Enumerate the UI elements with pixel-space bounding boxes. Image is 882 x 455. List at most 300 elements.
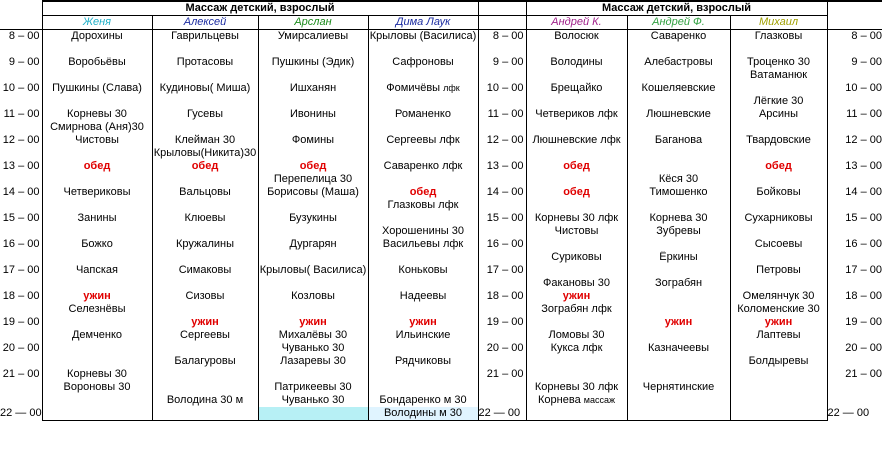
massage-tag: массаж <box>583 395 615 405</box>
appointment-cell[interactable]: Чуванько 30 <box>258 394 368 407</box>
appointment-cell[interactable]: Чапская <box>42 264 152 277</box>
appointment-cell[interactable]: Воробьёвы <box>42 56 152 69</box>
appointment-cell[interactable]: Патрикеевы 30 <box>258 381 368 394</box>
time-label: 19 – 00 <box>2 316 40 328</box>
appointment-cell[interactable]: ужин <box>42 290 152 303</box>
appointment-cell[interactable]: Болдыревы <box>730 355 827 368</box>
appointment-cell[interactable] <box>152 225 258 238</box>
appointment-cell[interactable] <box>42 225 152 238</box>
appointment-cell[interactable] <box>368 121 478 134</box>
time-label <box>0 199 42 212</box>
appointment-cell[interactable] <box>730 394 827 407</box>
time-label: 10 – 00 <box>478 82 526 95</box>
appointment-cell[interactable] <box>730 368 827 381</box>
appointment-cell[interactable]: Омелянчук 30 <box>730 290 827 303</box>
time-label: 21 – 00 <box>478 368 526 381</box>
appointment-cell[interactable]: Волосюк <box>526 30 627 43</box>
appointment-cell[interactable] <box>152 199 258 212</box>
appointment-cell[interactable] <box>627 199 730 212</box>
appointment-cell[interactable] <box>42 199 152 212</box>
appointment-cell[interactable] <box>152 173 258 186</box>
appointment-cell[interactable]: Володины <box>526 56 627 69</box>
appointment-cell[interactable] <box>627 368 730 381</box>
appointment-cell[interactable] <box>258 303 368 316</box>
appointment-cell[interactable]: Сергеевы <box>152 329 258 342</box>
appointment-cell[interactable]: обед <box>152 160 258 173</box>
appointment-cell[interactable] <box>627 160 730 173</box>
appointment-cell[interactable] <box>42 251 152 264</box>
time-label: 22 — 00 <box>827 407 870 420</box>
schedule-table <box>0 0 882 30</box>
appointment-cell[interactable] <box>526 43 627 56</box>
appointment-cell[interactable]: Надеевы <box>368 290 478 303</box>
appointment-cell[interactable]: ужин <box>368 316 478 329</box>
appointment-cell[interactable] <box>152 251 258 264</box>
appointment-cell[interactable] <box>730 121 827 134</box>
appointment-cell[interactable]: Корневы 30 <box>42 368 152 381</box>
appointment-cell[interactable]: Арсины <box>730 108 827 121</box>
appointment-cell[interactable]: Бойковы <box>730 186 827 199</box>
time-label: 19 – 00 <box>845 316 882 328</box>
appointment-cell[interactable]: Сизовы <box>152 290 258 303</box>
appointment-cell[interactable]: Бондаренко м 30 <box>368 394 478 407</box>
time-label: 14 – 00 <box>845 186 882 198</box>
appointment-cell[interactable]: Козловы <box>258 290 368 303</box>
appointment-cell[interactable] <box>730 381 827 394</box>
time-label: 16 – 00 <box>845 238 882 250</box>
appointment-cell[interactable]: Балагуровы <box>152 355 258 368</box>
appointment-cell[interactable] <box>152 277 258 290</box>
time-label: 8 – 00 <box>851 30 882 42</box>
time-label <box>478 173 526 186</box>
appointment-cell[interactable] <box>42 342 152 355</box>
appointment-cell[interactable]: Глазковы лфк <box>368 199 478 212</box>
appointment-cell[interactable]: Рядчиковы <box>368 355 478 368</box>
time-label: 20 – 00 <box>845 342 882 354</box>
time-label <box>827 173 882 186</box>
appointment-cell[interactable]: Божко <box>42 238 152 251</box>
appointment-cell[interactable]: Кукса лфк <box>526 342 627 355</box>
time-label <box>827 303 882 316</box>
time-label: 14 – 00 <box>478 186 526 199</box>
appointment-cell[interactable]: Зограбян <box>627 277 730 290</box>
appointment-cell[interactable] <box>730 342 827 355</box>
time-label: 17 – 00 <box>478 264 526 277</box>
time-label: 13 – 00 <box>2 160 40 172</box>
appointment-cell[interactable]: Фомины <box>258 134 368 147</box>
appointment-cell[interactable] <box>526 368 627 381</box>
appointment-cell[interactable]: Баганова <box>627 134 730 147</box>
appointment-cell[interactable]: Лаптевы <box>730 329 827 342</box>
appointment-cell[interactable] <box>368 147 478 160</box>
appointment-cell[interactable]: Занины <box>42 212 152 225</box>
appointment-cell[interactable]: Перепелица 30 <box>258 173 368 186</box>
appointment-cell[interactable] <box>526 95 627 108</box>
time-label: 18 – 00 <box>2 290 40 302</box>
appointment-cell[interactable]: Чистовы <box>526 225 627 238</box>
time-label: 19 – 00 <box>478 316 526 329</box>
appointment-cell[interactable] <box>368 342 478 355</box>
time-label: 15 – 00 <box>845 212 882 224</box>
appointment-cell[interactable]: Володина 30 м <box>152 394 258 407</box>
staff-mikh[interactable]: Михаил <box>730 16 827 30</box>
appointment-cell[interactable] <box>368 368 478 381</box>
time-label: 21 – 00 <box>2 368 40 380</box>
appointment-cell[interactable] <box>258 43 368 56</box>
appointment-cell[interactable]: Чуванько 30 <box>258 342 368 355</box>
time-label <box>478 381 526 394</box>
appointment-cell[interactable]: Володины м 30 <box>368 407 478 421</box>
time-label: 8 – 00 <box>478 30 526 43</box>
appointment-cell[interactable] <box>258 121 368 134</box>
appointment-cell[interactable] <box>730 43 827 56</box>
time-label <box>478 251 526 264</box>
appointment-cell[interactable] <box>152 407 258 421</box>
time-label <box>827 121 882 134</box>
appointment-cell[interactable] <box>627 329 730 342</box>
appointment-cell[interactable]: Четвериковы <box>42 186 152 199</box>
appointment-cell[interactable]: Коломенские 30 <box>730 303 827 316</box>
appointment-cell[interactable]: обед <box>42 160 152 173</box>
appointment-cell[interactable] <box>526 316 627 329</box>
appointment-cell[interactable]: Смирнова (Аня)30 <box>42 121 152 134</box>
appointment-cell[interactable]: Селезнёвы <box>42 303 152 316</box>
appointment-cell[interactable]: Дургарян <box>258 238 368 251</box>
schedule-body <box>0 30 882 421</box>
appointment-cell[interactable] <box>152 381 258 394</box>
appointment-cell[interactable]: Гусевы <box>152 108 258 121</box>
appointment-cell[interactable] <box>526 199 627 212</box>
time-label <box>827 329 882 342</box>
time-label <box>0 329 42 342</box>
appointment-cell[interactable] <box>730 147 827 160</box>
appointment-cell[interactable] <box>526 121 627 134</box>
appointment-cell[interactable]: Чернятинские <box>627 381 730 394</box>
appointment-cell[interactable]: ужин <box>627 316 730 329</box>
appointment-cell[interactable]: Кружалины <box>152 238 258 251</box>
appointment-cell[interactable]: Зубревы <box>627 225 730 238</box>
appointment-cell[interactable] <box>730 277 827 290</box>
appointment-cell[interactable]: Суриковы <box>526 251 627 264</box>
time-label <box>0 225 42 238</box>
appointment-cell[interactable]: Петровы <box>730 264 827 277</box>
time-label <box>478 329 526 342</box>
appointment-cell[interactable] <box>627 407 730 421</box>
appointment-cell[interactable] <box>42 173 152 186</box>
appointment-cell[interactable] <box>368 95 478 108</box>
appointment-cell[interactable]: Сухарниковы <box>730 212 827 225</box>
appointment-cell[interactable]: Кудиновы( Миша) <box>152 82 258 95</box>
appointment-cell[interactable] <box>152 95 258 108</box>
appointment-cell[interactable]: Протасовы <box>152 56 258 69</box>
lfk-tag: лфк <box>443 83 460 93</box>
time-label <box>827 69 882 82</box>
appointment-cell[interactable] <box>152 69 258 82</box>
time-label <box>478 69 526 82</box>
appointment-cell[interactable]: обед <box>526 186 627 199</box>
appointment-cell[interactable] <box>152 342 258 355</box>
time-label <box>478 121 526 134</box>
appointment-cell[interactable]: Ильинские <box>368 329 478 342</box>
staff-arslan[interactable]: Арслан <box>258 16 368 30</box>
time-label <box>478 225 526 238</box>
appointment-cell[interactable]: Демченко <box>42 329 152 342</box>
appointment-cell[interactable] <box>42 316 152 329</box>
staff-andreyf[interactable]: Андрей Ф. <box>627 16 730 30</box>
appointment-cell[interactable] <box>526 407 627 421</box>
time-label: 15 – 00 <box>2 212 40 224</box>
appointment-cell[interactable]: Ватаманюк <box>730 69 827 82</box>
appointment-cell[interactable] <box>258 147 368 160</box>
time-label: 10 – 00 <box>2 82 40 94</box>
time-label: 11 – 00 <box>3 108 40 120</box>
time-label: 21 – 00 <box>845 368 882 380</box>
appointment-cell[interactable]: Сафроновы <box>368 56 478 69</box>
appointment-cell[interactable]: Крыловы( Василиса) <box>259 264 367 276</box>
appointment-cell[interactable]: Ломовы 30 <box>526 329 627 342</box>
appointment-cell[interactable] <box>42 277 152 290</box>
appointment-cell[interactable] <box>258 277 368 290</box>
appointment-cell[interactable]: Сергеевы лфк <box>368 134 478 147</box>
time-label <box>478 277 526 290</box>
appointment-cell[interactable] <box>730 407 827 421</box>
appointment-cell[interactable]: обед <box>526 160 627 173</box>
appointment-cell[interactable] <box>627 264 730 277</box>
appointment-cell[interactable]: ужин <box>152 316 258 329</box>
time-label: 10 – 00 <box>845 82 882 94</box>
time-label: 22 — 00 <box>478 407 526 421</box>
appointment-cell[interactable]: Пушкины (Слава) <box>42 82 152 95</box>
appointment-cell[interactable] <box>627 43 730 56</box>
appointment-cell[interactable] <box>152 368 258 381</box>
appointment-cell[interactable]: Корневы 30 лфк <box>526 212 627 225</box>
time-label: 13 – 00 <box>845 160 882 172</box>
time-label <box>0 355 42 368</box>
appointment-cell[interactable] <box>627 121 730 134</box>
appointment-cell[interactable]: Борисовы (Маша) <box>258 186 368 199</box>
appointment-cell[interactable] <box>368 43 478 56</box>
appointment-cell[interactable]: обед <box>730 160 827 173</box>
time-label: 9 – 00 <box>8 56 40 68</box>
appointment-cell[interactable]: Ёркины <box>627 251 730 264</box>
time-label <box>478 303 526 316</box>
appointment-cell[interactable]: ужин <box>730 316 827 329</box>
appointment-cell[interactable] <box>526 69 627 82</box>
time-label: 18 – 00 <box>478 290 526 303</box>
appointment-cell[interactable]: Зограбян лфк <box>526 303 627 316</box>
appointment-cell[interactable] <box>368 251 478 264</box>
appointment-cell[interactable] <box>152 121 258 134</box>
time-label <box>827 277 882 290</box>
time-label <box>0 173 42 186</box>
appointment-cell[interactable]: Симаковы <box>152 264 258 277</box>
appointment-cell[interactable]: Саваренко <box>627 30 730 43</box>
appointment-cell[interactable]: Твардовские <box>730 134 827 147</box>
time-label: 17 – 00 <box>2 264 40 276</box>
time-label: 9 – 00 <box>478 56 526 69</box>
appointment-cell[interactable] <box>627 303 730 316</box>
staff-andreyk[interactable]: Андрей К. <box>526 16 627 30</box>
time-label: 11 – 00 <box>478 108 526 121</box>
appointment-cell[interactable] <box>526 173 627 186</box>
appointment-cell[interactable] <box>42 355 152 368</box>
time-label <box>478 147 526 160</box>
staff-zhenya[interactable]: Женя <box>42 16 152 30</box>
appointment-cell[interactable] <box>627 394 730 407</box>
appointment-cell[interactable] <box>627 238 730 251</box>
appointment-cell[interactable]: Кёся 30 <box>627 173 730 186</box>
time-label: 18 – 00 <box>845 290 882 302</box>
time-label <box>478 394 526 407</box>
appointment-cell[interactable] <box>627 69 730 82</box>
appointment-cell[interactable] <box>152 303 258 316</box>
appointment-cell[interactable]: Казначеевы <box>627 342 730 355</box>
appointment-cell[interactable]: Люшневские лфк <box>526 134 627 147</box>
appointment-cell[interactable]: обед <box>368 186 478 199</box>
appointment-cell[interactable] <box>730 173 827 186</box>
appointment-cell[interactable]: Крыловы (Василиса) <box>369 30 477 42</box>
appointment-cell[interactable]: Вальцовы <box>152 186 258 199</box>
appointment-cell[interactable] <box>258 225 368 238</box>
appointment-cell[interactable] <box>368 303 478 316</box>
appointment-cell[interactable]: Ишханян <box>258 82 368 95</box>
appointment-cell[interactable]: Ивонины <box>258 108 368 121</box>
time-label: 12 – 00 <box>2 134 40 146</box>
appointment-cell[interactable] <box>258 251 368 264</box>
appointment-cell[interactable]: Михалёвы 30 <box>258 329 368 342</box>
time-label <box>0 69 42 82</box>
time-label <box>827 95 882 108</box>
appointment-cell[interactable]: Крыловы(Никита)30 <box>153 147 257 159</box>
staff-aleks[interactable]: Алексей <box>152 16 258 30</box>
appointment-cell[interactable] <box>258 95 368 108</box>
time-label <box>827 199 882 212</box>
appointment-cell[interactable] <box>730 225 827 238</box>
appointment-cell[interactable]: Корневы 30 лфк <box>526 381 627 394</box>
appointment-cell[interactable]: Лазаревы 30 <box>258 355 368 368</box>
appointment-cell[interactable] <box>368 69 478 82</box>
appointment-cell[interactable]: Корнева массаж <box>526 394 627 407</box>
appointment-cell[interactable] <box>42 43 152 56</box>
time-label <box>827 355 882 368</box>
appointment-cell[interactable]: Брещайко <box>526 82 627 95</box>
appointment-cell[interactable]: Факановы 30 <box>526 277 627 290</box>
appointment-cell[interactable]: Саваренко лфк <box>368 160 478 173</box>
staff-dima[interactable]: Дима Лаук <box>368 16 478 30</box>
appointment-cell[interactable]: Троценко 30 <box>730 56 827 69</box>
appointment-cell[interactable]: Фомичёвы лфк <box>368 82 478 95</box>
time-label <box>478 199 526 212</box>
appointment-cell[interactable]: Люшневские <box>627 108 730 121</box>
appointment-cell[interactable] <box>258 368 368 381</box>
appointment-cell[interactable] <box>627 95 730 108</box>
appointment-cell[interactable]: Лёгкие 30 <box>730 95 827 108</box>
time-label: 20 – 00 <box>2 342 40 354</box>
appointment-cell[interactable] <box>526 147 627 160</box>
appointment-cell[interactable] <box>258 407 368 421</box>
appointment-cell[interactable] <box>627 290 730 303</box>
appointment-cell[interactable]: Хорошенины 30 <box>368 225 478 238</box>
time-label: 12 – 00 <box>478 134 526 147</box>
appointment-cell[interactable] <box>42 394 152 407</box>
appointment-cell[interactable] <box>627 147 730 160</box>
appointment-cell[interactable] <box>368 212 478 225</box>
appointment-cell[interactable]: Пушкины (Эдик) <box>258 56 368 69</box>
appointment-cell[interactable]: Клейман 30 <box>152 134 258 147</box>
appointment-cell[interactable]: ужин <box>526 290 627 303</box>
appointment-cell[interactable]: Вороновы 30 <box>42 381 152 394</box>
appointment-cell[interactable] <box>368 173 478 186</box>
time-label <box>827 394 882 407</box>
time-label: 20 – 00 <box>478 342 526 355</box>
appointment-cell[interactable] <box>526 264 627 277</box>
appointment-cell[interactable] <box>258 69 368 82</box>
time-label: 22 — 00 <box>0 407 42 420</box>
time-label <box>478 355 526 368</box>
time-label <box>0 95 42 108</box>
time-label: 13 – 00 <box>478 160 526 173</box>
appointment-cell[interactable]: Алебастровы <box>627 56 730 69</box>
appointment-cell[interactable]: Васильевы лфк <box>368 238 478 251</box>
appointment-cell[interactable]: Тимошенко <box>627 186 730 199</box>
appointment-cell[interactable] <box>42 95 152 108</box>
appointment-cell[interactable]: Дорохины <box>42 30 152 43</box>
appointment-cell[interactable]: Кошеляевские <box>627 82 730 95</box>
appointment-cell[interactable]: Чистовы <box>42 134 152 147</box>
appointment-cell[interactable] <box>368 381 478 394</box>
appointment-cell[interactable] <box>526 355 627 368</box>
appointment-cell[interactable] <box>258 199 368 212</box>
appointment-cell[interactable] <box>42 407 152 421</box>
appointment-cell[interactable]: Четвериков лфк <box>526 108 627 121</box>
time-label <box>0 251 42 264</box>
appointment-cell[interactable]: Корнева 30 <box>627 212 730 225</box>
appointment-cell[interactable] <box>627 355 730 368</box>
time-label: 15 – 00 <box>478 212 526 225</box>
time-label <box>478 43 526 56</box>
appointment-cell[interactable]: Бузукины <box>258 212 368 225</box>
time-label <box>0 121 42 134</box>
appointment-cell[interactable]: Корневы 30 <box>42 108 152 121</box>
appointment-cell[interactable] <box>526 238 627 251</box>
appointment-cell[interactable]: Умирсалиевы <box>258 30 368 43</box>
appointment-cell[interactable] <box>730 82 827 95</box>
appointment-cell[interactable]: обед <box>258 160 368 173</box>
appointment-cell[interactable]: ужин <box>258 316 368 329</box>
time-label: 17 – 00 <box>845 264 882 276</box>
appointment-cell[interactable] <box>368 277 478 290</box>
appointment-cell[interactable] <box>152 43 258 56</box>
time-label <box>827 251 882 264</box>
appointment-cell[interactable]: Коньковы <box>368 264 478 277</box>
time-label <box>827 225 882 238</box>
time-label <box>0 303 42 316</box>
appointment-cell[interactable] <box>730 199 827 212</box>
time-label <box>478 95 526 108</box>
appointment-cell[interactable]: Гаврильцевы <box>152 30 258 43</box>
time-label: 12 – 00 <box>845 134 882 146</box>
appointment-cell[interactable]: Глазковы <box>730 30 827 43</box>
appointment-cell[interactable]: Романенко <box>368 108 478 121</box>
appointment-cell[interactable]: Сысоевы <box>730 238 827 251</box>
appointment-cell[interactable] <box>42 69 152 82</box>
appointment-cell[interactable]: Клюевы <box>152 212 258 225</box>
appointment-cell[interactable] <box>730 251 827 264</box>
time-label <box>0 277 42 290</box>
time-label: 14 – 00 <box>2 186 40 198</box>
time-label <box>0 43 42 56</box>
appointment-cell[interactable] <box>42 147 152 160</box>
